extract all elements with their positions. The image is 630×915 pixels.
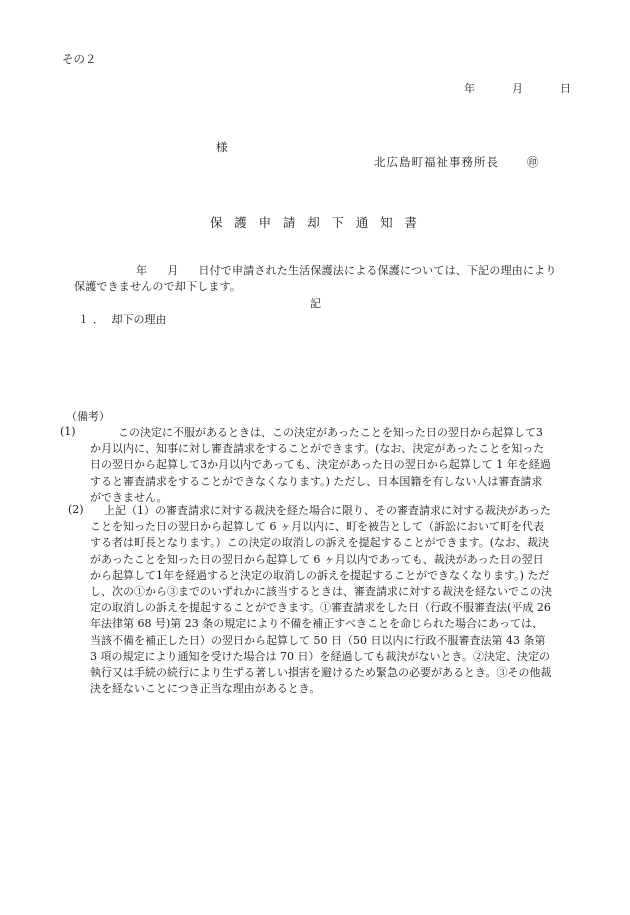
addressee-honorific: 様 [216, 140, 228, 154]
date-day-label: 日 [560, 82, 571, 95]
reason-heading [78, 311, 167, 327]
ki-marker: 記 [310, 297, 321, 310]
document-title: 保護申請却下通知書 [210, 215, 429, 230]
body-month-label: 月 [167, 264, 179, 277]
date-month-label: 月 [512, 82, 523, 95]
seal-mark: ㊞ [527, 155, 539, 169]
reason-blank-area [100, 330, 550, 400]
issuer-name: 北広島町福祉事務所長 [374, 155, 499, 169]
body-paragraph [74, 263, 560, 295]
reason-number: １． [78, 313, 108, 326]
remarks-label: （備考） [66, 410, 110, 423]
body-text: 日付で申請された生活保護法による保護については、下記の理由により保護できませんので却下します。 [74, 264, 557, 293]
remark-1-text: この決定に不服があるときは、この決定があったことを知った日の翌日から起算して3か月以内に、知事に対し審査請求をすることができます。(なお、決定があったことを知った日の翌日から起算して3か月以内であっても、決定があった日の翌日から起算して 1 年を経過すると審査請求をすることができなくなります。) ただし、日本国籍を有しない人は審査請求ができません。 [90, 426, 551, 504]
date-year-label: 年 [464, 82, 475, 95]
remark-2-number: (2) [68, 503, 84, 516]
body-year-label: 年 [136, 264, 148, 277]
reason-label: 却下の理由 [111, 313, 167, 326]
remark-1-number: (1) [60, 425, 76, 438]
remark-2-text: 上記（1）の審査請求に対する裁決を経た場合に限り、その審査請求に対する裁決があったことを知った日の翌日から起算して 6 ヶ月以内に、町を被告として（訴訟において町を代表する者は町長となります。）この決定の取消しの訴えを提起することができます。(なお、裁決があったことを知った日の翌日から起算して 6 ヶ月以内であっても、裁決があった日の翌日から起算して1年を経過すると決定の取消しの訴えを提起することができなくなります。) ただし、次の①から③までのいずれかに該当するときは、審査請求に対する裁決を経ないでこの決定の取消しの訴えを提起することができます。①審査請求をした日（行政不服審査法(平成 26 年法律第 68 号)第 23 条の規定により不備を補正すべきことを命じられた場合にあっては、当該不備を補正した日）の翌日から起算して 50 日（50 日以内に行政不服審査法第 43 条第 3 項の規定により通知を受けた場合は 70 日）を経過しても裁決がないとき。②決定、決定の執行又は手続の続行により生ずる著しい損害を避けるため緊急の必要があるとき。③その他裁決を経ないことにつき正当な理由があるとき。 [90, 504, 552, 696]
form-number: その２ [62, 52, 97, 66]
